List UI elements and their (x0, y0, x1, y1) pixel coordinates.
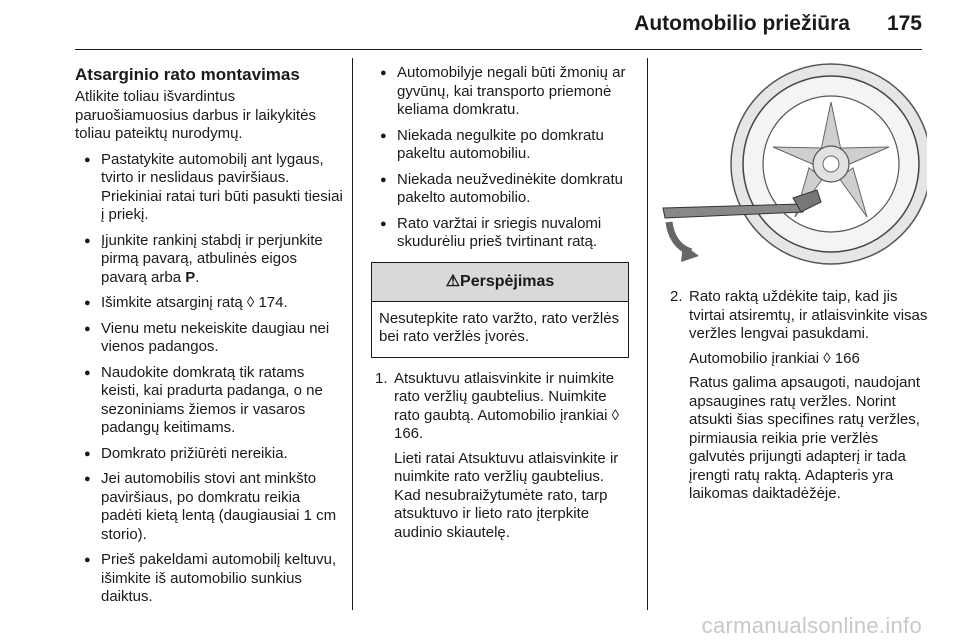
list-item: ● Automobilyje negali būti žmonių ar gyvūnų, kai transporto priemonė keliama domkratu. (371, 64, 633, 120)
list-item: ● Prieš pakeldami automobilį keltuvu, išimkite iš automobilio sunkius daiktus. (75, 551, 345, 607)
wheel-wrench-illustration (655, 62, 927, 274)
warning-box (371, 262, 629, 358)
list-item-text: Įjunkite rankinį stabdį ir perjunkite pirmą pavarą, atbulinės eigos pavarą arba (101, 231, 323, 286)
step-number: 1. (375, 369, 388, 387)
column-divider-left (352, 58, 353, 610)
step-text: Atsuktuvu atlaisvinkite ir nuimkite rato veržlių gaubtelius. Nuimkite rato gaubtą. Automobilio įrankiai ◊ 166. (394, 369, 620, 442)
list-item (75, 232, 345, 288)
list-item: ● Niekada neužvedinėkite domkratu pakelto automobilio. (371, 171, 633, 208)
step-detail: Ratus galima apsaugoti, naudojant apsaugines ratų veržles. Norint atsukti šias specifines ratų veržles, pirmiausia reikia prie veržlės galvutės prijungti adapterį ir tada įrengti ratų raktą. Adapteris yra laikomas daiktadėžėje. (689, 374, 920, 502)
warning-title: Perspėjimas (460, 272, 555, 290)
gear-letter: P (185, 268, 196, 286)
middle-column (371, 64, 633, 542)
running-header-title: Automobilio priežiūra (634, 12, 850, 35)
step-1 (371, 370, 633, 444)
list-item: ● Niekada negulkite po domkratu pakeltu automobiliu. (371, 127, 633, 164)
header-rule (75, 49, 922, 50)
watermark: carmanualsonline.info (701, 613, 922, 638)
warning-text: Nesutepkite rato varžto, rato veržlės bei rato veržlės įvorės. (379, 309, 620, 345)
list-item: ● Jei automobilis stovi ant minkšto paviršiaus, po domkratu reikia padėti kietą lentą (daugiausiai 1 cm storio). (75, 470, 345, 544)
list-item: ● Išimkite atsarginį ratą ◊ 174. (75, 294, 345, 313)
intro-paragraph: Atlikite toliau išvardintus paruošiamuosius darbus ir laikykitės toliau pateiktų nurodymų. (75, 88, 316, 142)
step-detail: Lieti ratai Atsuktuvu atlaisvinkite ir nuimkite rato veržlių gaubtelius. Kad nesubraižytumėte rato, tarp atsuktuvo ir lieto rato įterpkite audinio skiautelę. (394, 449, 619, 541)
page-number: 175 (886, 12, 922, 35)
tools-reference: Automobilio įrankiai ◊ 166 (689, 349, 860, 367)
warning-header (372, 263, 628, 302)
list-item: ● Rato varžtai ir sriegis nuvalomi skudurėliu prieš tvirtinant ratą. (371, 215, 633, 252)
list-item: ● Pastatykite automobilį ant lygaus, tvirto ir neslidaus paviršiaus. Priekiniai ratai turi būti pasukti tiesiai į priekį. (75, 151, 345, 225)
list-item: ● Domkrato prižiūrėti nereikia. (75, 445, 345, 464)
step-number: 2. (670, 288, 683, 305)
list-item: ● Vienu metu nekeiskite daugiau nei vienos padangos. (75, 320, 345, 357)
step-text: Rato raktą uždėkite taip, kad jis tvirtai atsiremtų, ir atlaisvinkite visas veržles lengvai pasukdami. (689, 288, 928, 342)
warning-triangle-icon: ⚠ (445, 272, 461, 290)
list-item: ● Naudokite domkratą tik ratams keisti, kai pradurta padanga, o ne sezoniniams žiemos ir vasaros padangų keitimams. (75, 364, 345, 438)
right-column (666, 288, 928, 504)
step-2 (666, 288, 928, 344)
left-column (75, 64, 345, 607)
section-heading: Atsarginio rato montavimas (75, 65, 300, 84)
list-item-end: . (195, 268, 200, 286)
column-divider-right (647, 58, 648, 610)
